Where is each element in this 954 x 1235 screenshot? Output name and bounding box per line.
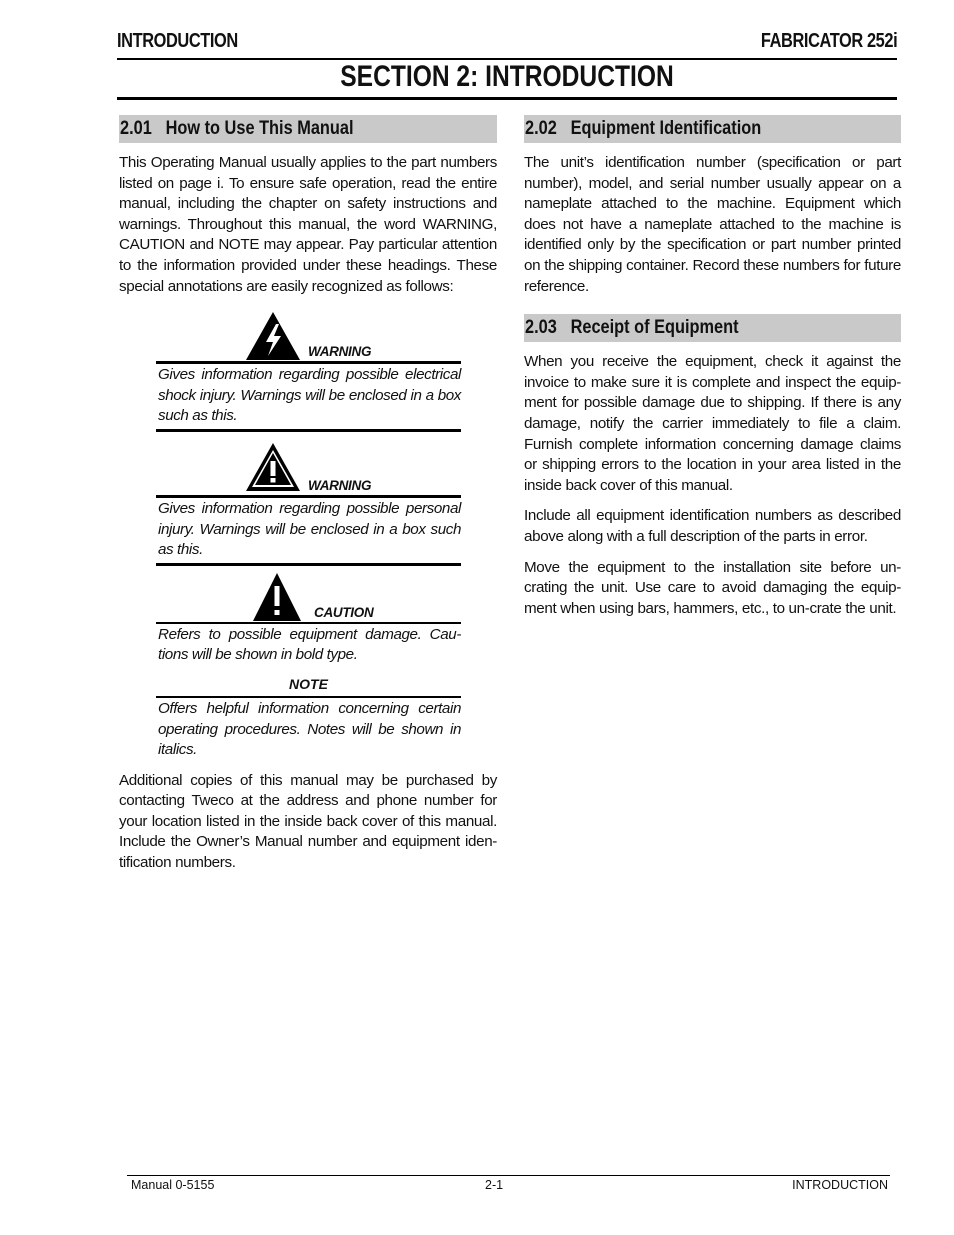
notice-text: Gives information regarding possible personal injury. Warnings will be enclosed in a box such as this. — [158, 499, 461, 559]
footer-section-name: INTRODUCTION — [792, 1178, 888, 1192]
notice-personal-injury-warning — [156, 438, 461, 566]
left-column — [119, 115, 497, 874]
subsection-number: 2.02 — [525, 118, 557, 139]
caution-icon — [252, 572, 302, 622]
notice-text: Offers helpful information concerning certain operating procedures. Notes will be shown in italics. — [158, 699, 461, 759]
subsection-title: Receipt of Equipment — [570, 317, 739, 339]
subsection-title: Equipment Identification — [570, 118, 762, 139]
running-header-left: INTRODUCTION — [117, 30, 238, 52]
running-header-right: FABRICATOR 252i — [760, 30, 897, 52]
equipment-identification-paragraph: The unit’s identification number (specification or part number), model, and serial number usually appear on a nameplate attached to the machine. Equipment which does not have a nameplate attached to the machine is identified only by the specification or part number printed on the shipping container. Record these numbers for future reference. — [524, 154, 901, 295]
notice-label: WARNING — [308, 344, 372, 360]
subsection-heading-2-01 — [119, 115, 497, 143]
closing-paragraph: Additional copies of this manual may be purchased by contacting Tweco at the address and phone number for your location listed in the inside back cover of this manual. Include the Owner’s Manual number and equipment iden-tification numbers. — [119, 771, 497, 872]
section-title-rule — [117, 97, 897, 100]
notice-label: CAUTION — [314, 604, 374, 620]
footer-page-number: 2-1 — [485, 1178, 504, 1192]
personal-injury-warning-icon — [245, 442, 301, 492]
receipt-paragraph: Move the equipment to the installation site before un-crating the unit. Use care to avoid damaging the equip-ment when using bars, hammers, etc., to un-crate the unit. — [524, 558, 901, 617]
notice-caution — [156, 572, 461, 668]
notice-text: Refers to possible equipment damage. Cau-tions will be shown in bold type. — [158, 625, 461, 664]
receipt-paragraph: When you receive the equipment, check it against the invoice to make sure it is complete and inspect the equip-ment for possible damage due to shipping. If there is any damage, notify the carrier immediately to file a claim. Furnish complete information concerning damage claims or shipping errors to the location in your area listed in the inside back cover of this manual. — [524, 353, 901, 494]
notice-label: WARNING — [308, 477, 372, 493]
intro-paragraph: This Operating Manual usually applies to the part numbers listed on page i. To ensure safe operation, read the entire manual, including the chapter on safety instructions and warnings. Throughout this manual, the word WARNING, CAUTION and NOTE may appear. Pay particular attention to the information provided under these headings. These special annotations are easily recognized as follows: — [119, 154, 497, 295]
section-title: SECTION 2: INTRODUCTION — [340, 60, 674, 93]
electrical-shock-warning-icon — [245, 311, 301, 361]
subsection-heading-2-02 — [524, 115, 901, 143]
notice-label: NOTE — [289, 675, 328, 692]
subsection-title: How to Use This Manual — [165, 118, 354, 139]
footer-rule — [127, 1175, 890, 1176]
subsection-heading-2-03 — [524, 314, 901, 342]
notice-electrical-warning — [156, 311, 461, 432]
receipt-paragraph: Include all equipment identification numbers as described above along with a full description of the parts in error. — [524, 507, 901, 545]
footer-manual-number: Manual 0-5155 — [131, 1178, 215, 1192]
right-column — [524, 115, 901, 619]
subsection-number: 2.01 — [120, 118, 152, 139]
notice-text: Gives information regarding possible electrical shock injury. Warnings will be enclosed in a box such as this. — [158, 366, 461, 425]
notice-note — [156, 668, 461, 763]
subsection-number: 2.03 — [525, 317, 557, 339]
